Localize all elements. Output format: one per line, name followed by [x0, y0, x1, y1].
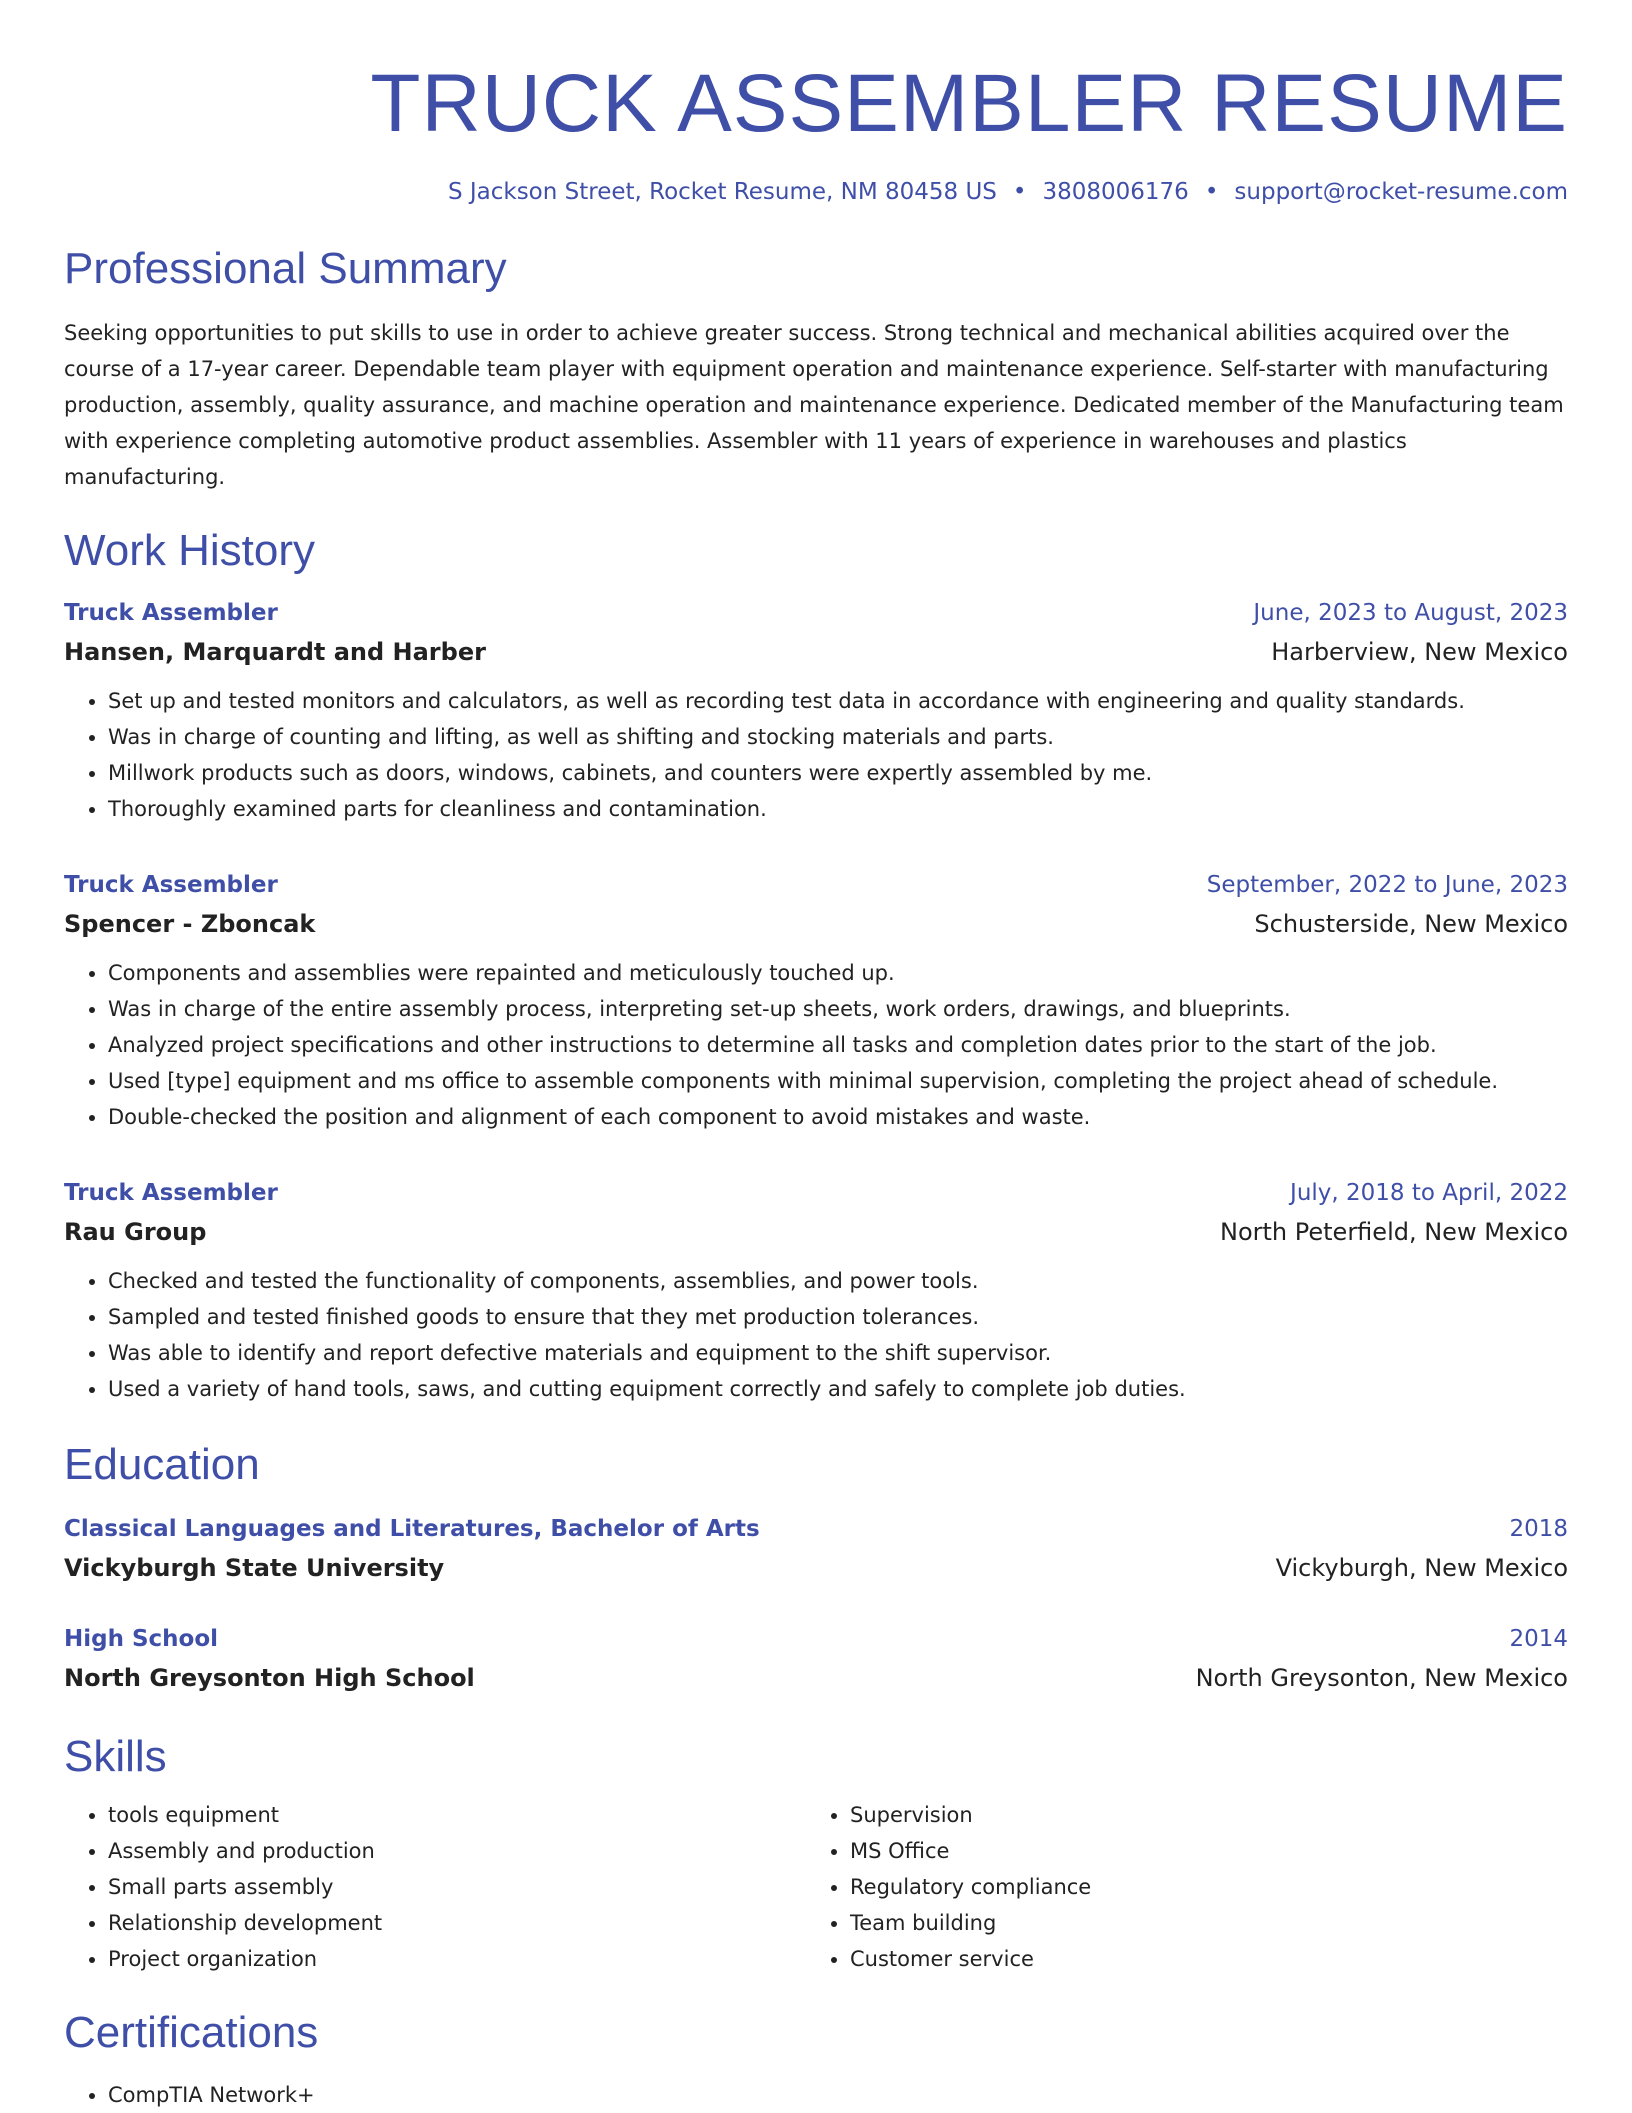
job-bullet: • Used [type] equipment and ms office to assemble components with minimal supervision, completing the project ahead of schedule.	[108, 1063, 1568, 1099]
job-bullet: • Set up and tested monitors and calculators, as well as recording test data in accordance with engineering and quality standards.	[108, 683, 1568, 719]
skills-list-left	[64, 1797, 806, 1977]
job-bullet: • Sampled and tested finished goods to ensure that they met production tolerances.	[108, 1299, 1568, 1335]
job-entry	[64, 1177, 1568, 1407]
skill-item: • Supervision	[850, 1797, 1548, 1833]
skill-item: • Regulatory compliance	[850, 1869, 1548, 1905]
skill-item: • Project organization	[108, 1941, 806, 1977]
certifications-heading: Certifications	[64, 2008, 319, 2057]
skills-heading: Skills	[64, 1732, 167, 1781]
summary-heading: Professional Summary	[64, 244, 507, 293]
job-bullets	[64, 683, 1568, 827]
education-heading: Education	[64, 1440, 260, 1489]
job-bullets	[64, 1263, 1568, 1407]
job-bullets	[64, 955, 1568, 1135]
job-company: Hansen, Marquardt and Harber	[64, 638, 486, 666]
certification-item: • CompTIA Network+	[108, 2077, 1568, 2113]
education-entry	[64, 1623, 1568, 1695]
job-bullet: • Double-checked the position and alignment of each component to avoid mistakes and waste.	[108, 1099, 1568, 1135]
contact-phone: 3808006176	[1042, 179, 1189, 205]
work-history-heading: Work History	[64, 526, 315, 575]
contact-separator: •	[1012, 179, 1027, 205]
job-bullet: • Components and assemblies were repainted and meticulously touched up.	[108, 955, 1568, 991]
job-location: North Peterfield, New Mexico	[1220, 1218, 1568, 1246]
summary-text: Seeking opportunities to put skills to use in order to achieve greater success. Strong technical and mechanical abilities acquired over the course of a 17-year career. Dependable team player with equipment operation and maintenance experience. Self-starter with manufacturing production, assembly, quality assurance, and machine operation and maintenance experience. Dedicated member of the Manufacturing team with experience completing automotive product assemblies. Assembler with 11 years of experience in warehouses and plastics manufacturing.	[64, 321, 1564, 489]
job-bullet: • Was in charge of counting and lifting, as well as shifting and stocking materials and parts.	[108, 719, 1568, 755]
resume-title: TRUCK ASSEMBLER RESUME	[370, 58, 1568, 149]
skill-item: • Assembly and production	[108, 1833, 806, 1869]
contact-email[interactable]: support@rocket-resume.com	[1234, 179, 1568, 205]
job-dates: June, 2023 to August, 2023	[1253, 600, 1568, 626]
job-title: Truck Assembler	[64, 872, 278, 898]
skill-item: • Relationship development	[108, 1905, 806, 1941]
education-degree: Classical Languages and Literatures, Bachelor of Arts	[64, 1516, 760, 1542]
job-title: Truck Assembler	[64, 600, 278, 626]
skills-columns	[64, 1797, 1568, 1977]
job-bullet: • Was in charge of the entire assembly process, interpreting set-up sheets, work orders, drawings, and blueprints.	[108, 991, 1568, 1027]
job-bullet: • Checked and tested the functionality of components, assemblies, and power tools.	[108, 1263, 1568, 1299]
education-location: North Greysonton, New Mexico	[1195, 1664, 1568, 1692]
skill-item: • tools equipment	[108, 1797, 806, 1833]
job-title: Truck Assembler	[64, 1180, 278, 1206]
job-bullet: • Used a variety of hand tools, saws, and cutting equipment correctly and safely to complete job duties.	[108, 1371, 1568, 1407]
job-location: Schusterside, New Mexico	[1254, 910, 1568, 938]
job-company: Spencer - Zboncak	[64, 910, 316, 938]
skill-item: • Small parts assembly	[108, 1869, 806, 1905]
job-bullet: • Millwork products such as doors, windows, cabinets, and counters were expertly assembled by me.	[108, 755, 1568, 791]
job-bullet: • Analyzed project specifications and other instructions to determine all tasks and completion dates prior to the start of the job.	[108, 1027, 1568, 1063]
education-school: Vickyburgh State University	[64, 1554, 445, 1582]
education-year: 2014	[1509, 1626, 1568, 1652]
skill-item: • Team building	[850, 1905, 1548, 1941]
contact-line	[64, 179, 1568, 205]
education-degree: High School	[64, 1626, 219, 1652]
certifications-list	[64, 2077, 1568, 2113]
job-location: Harberview, New Mexico	[1271, 638, 1568, 666]
contact-address: S Jackson Street, Rocket Resume, NM 80458 US	[447, 179, 997, 205]
job-company: Rau Group	[64, 1218, 207, 1246]
education-entry	[64, 1513, 1568, 1585]
education-location: Vickyburgh, New Mexico	[1275, 1554, 1568, 1582]
skill-item: • MS Office	[850, 1833, 1548, 1869]
job-dates: September, 2022 to June, 2023	[1206, 872, 1568, 898]
education-school: North Greysonton High School	[64, 1664, 475, 1692]
contact-separator: •	[1204, 179, 1219, 205]
job-entry	[64, 597, 1568, 827]
education-year: 2018	[1509, 1516, 1568, 1542]
job-dates: July, 2018 to April, 2022	[1290, 1180, 1568, 1206]
skill-item: • Customer service	[850, 1941, 1548, 1977]
job-bullet: • Was able to identify and report defective materials and equipment to the shift supervisor.	[108, 1335, 1568, 1371]
job-entry	[64, 869, 1568, 1135]
skills-list-right	[806, 1797, 1548, 1977]
job-bullet: • Thoroughly examined parts for cleanliness and contamination.	[108, 791, 1568, 827]
